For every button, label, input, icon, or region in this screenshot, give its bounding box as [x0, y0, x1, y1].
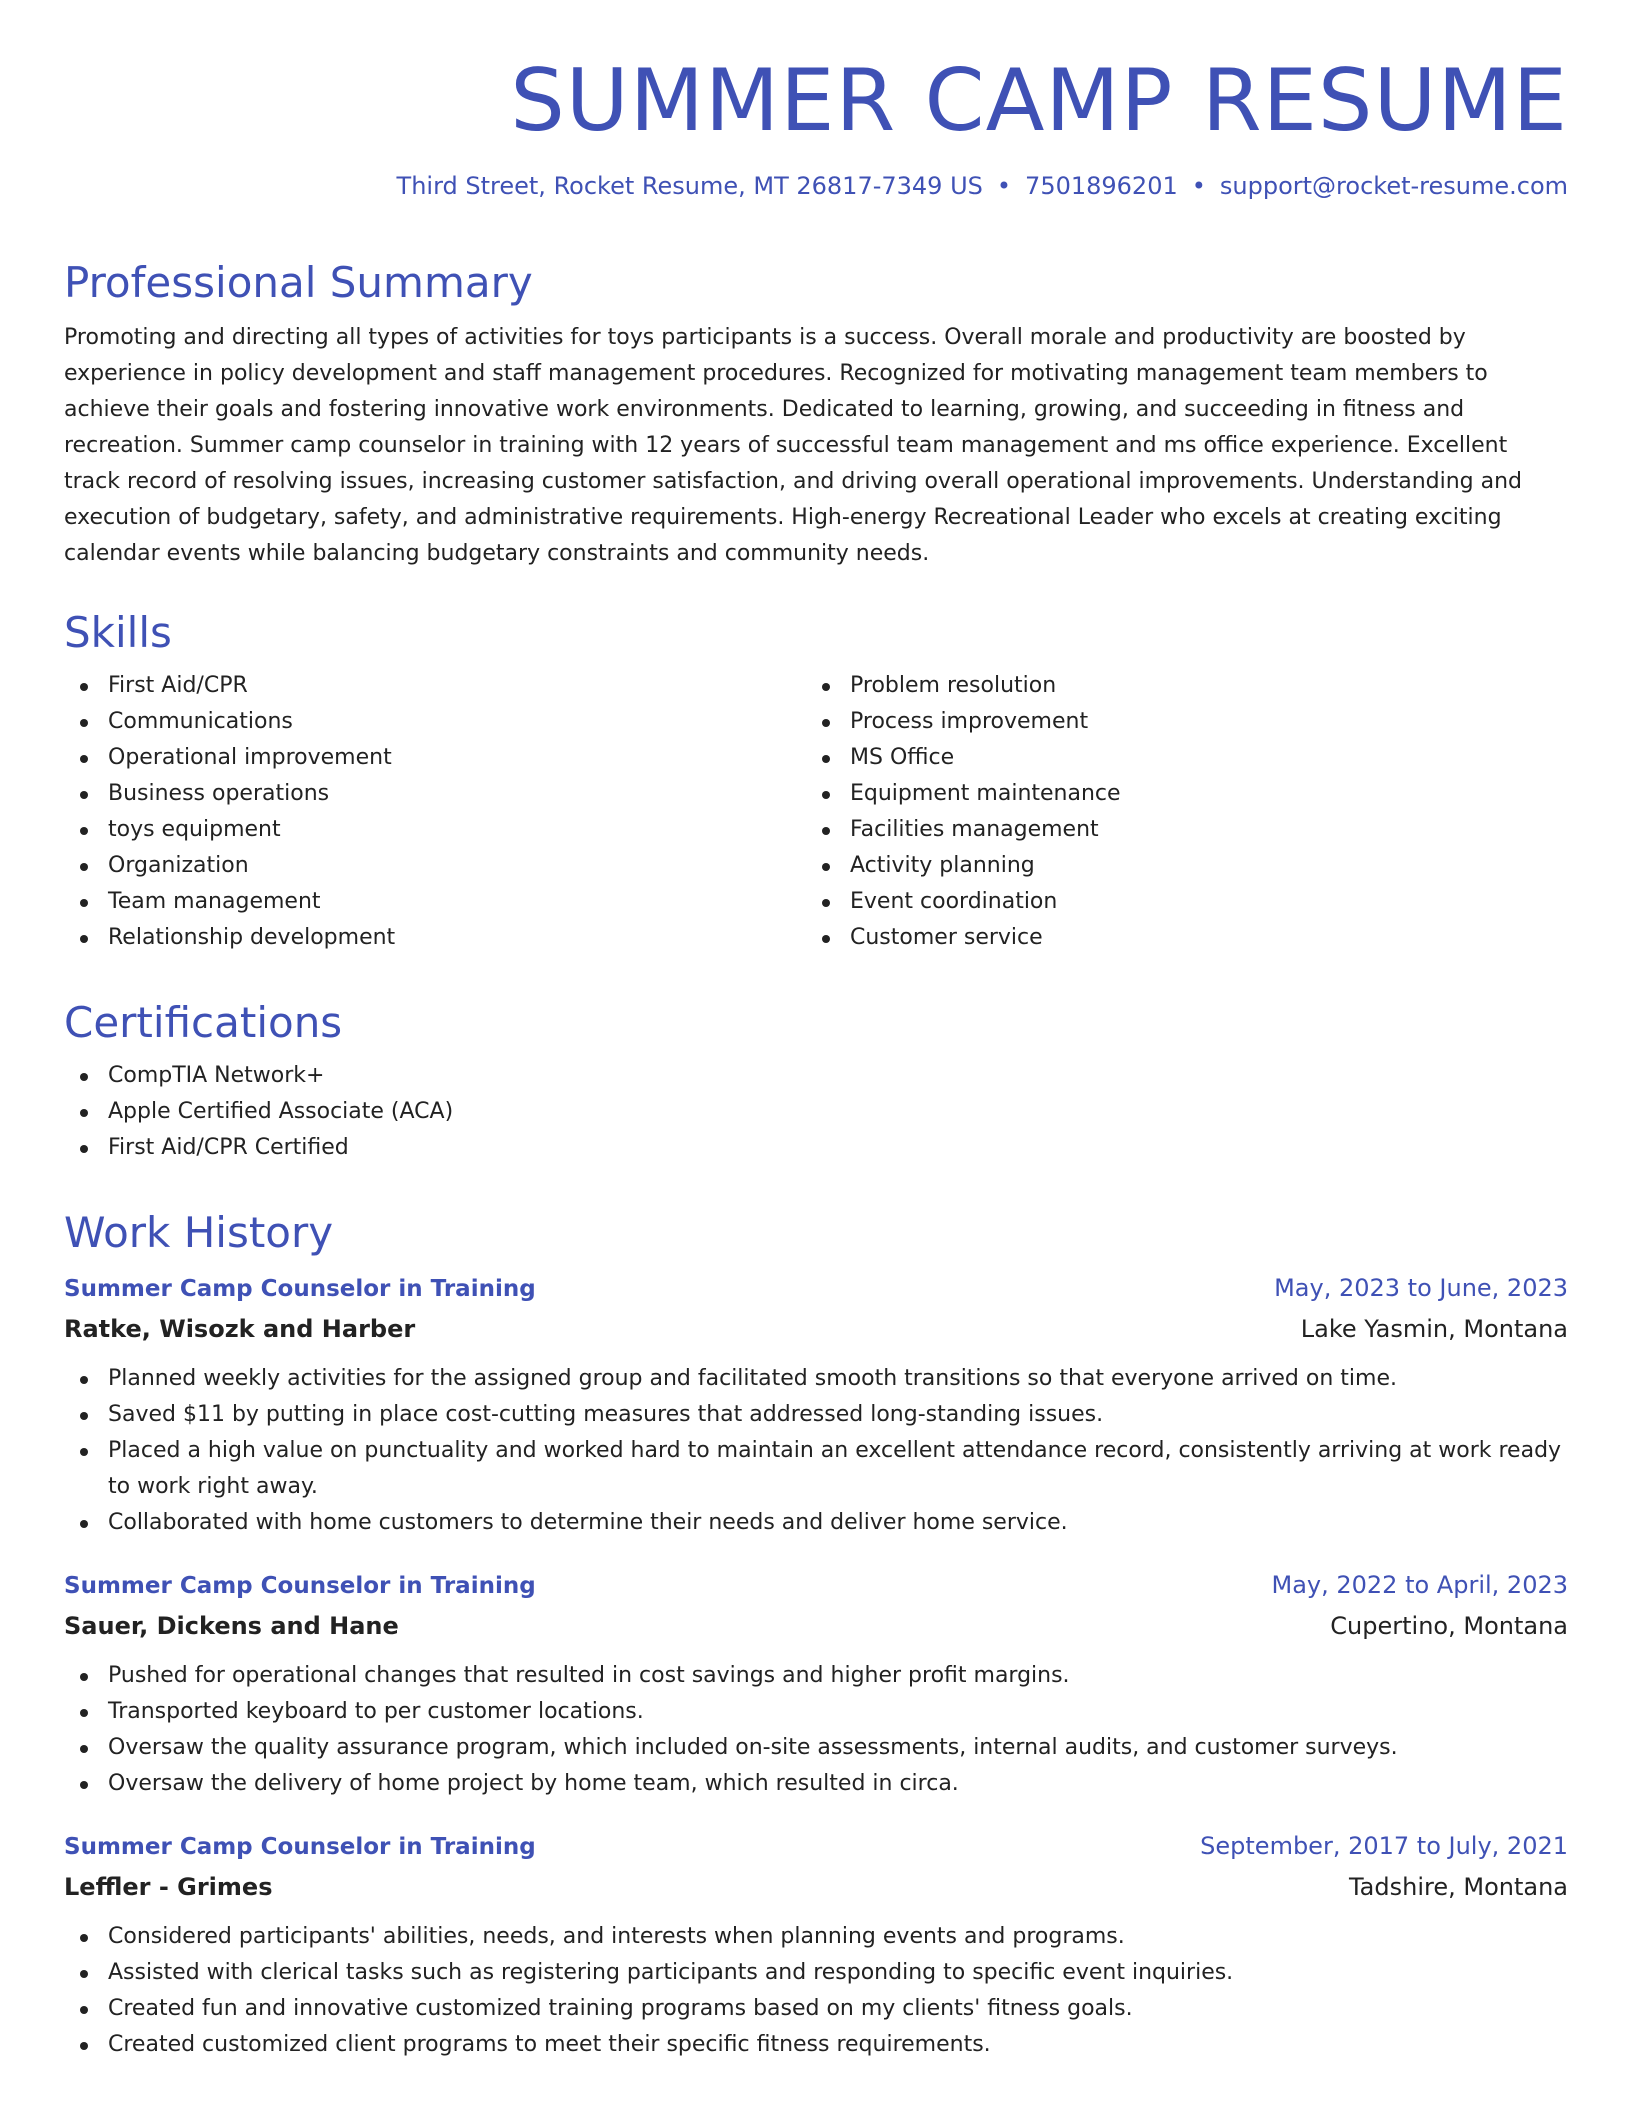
list-item: Oversaw the quality assurance program, which included on-site assessments, internal audits, and customer surveys.: [64, 1730, 1568, 1766]
summary-section: [64, 258, 1568, 572]
list-item: Saved $11 by putting in place cost-cutting measures that addressed long-standing issues.: [64, 1397, 1568, 1433]
job-location: Cupertino, Montana: [1330, 1612, 1568, 1641]
resume-page: [64, 0, 1568, 2058]
job-dates: May, 2023 to June, 2023: [1274, 1274, 1568, 1303]
job-entry: [64, 1268, 1568, 1541]
skills-title: Skills: [64, 608, 172, 657]
list-item: Event coordination: [806, 884, 1548, 920]
job-dates: May, 2022 to April, 2023: [1271, 1571, 1568, 1600]
job-dates: September, 2017 to July, 2021: [1200, 1832, 1568, 1861]
job-title: Summer Camp Counselor in Training: [64, 1573, 536, 1600]
job-entry: [64, 1565, 1568, 1802]
list-item: Business operations: [64, 776, 806, 812]
job-subheader: [64, 1309, 1568, 1349]
list-item: Organization: [64, 848, 806, 884]
list-item: Placed a high value on punctuality and worked hard to maintain an excellent attendance record, consistently arriving at work ready to work right away.: [64, 1433, 1568, 1505]
list-item: Problem resolution: [806, 668, 1548, 704]
list-item: Planned weekly activities for the assigned group and facilitated smooth transitions so that everyone arrived on time.: [64, 1361, 1568, 1397]
list-item: Pushed for operational changes that resulted in cost savings and higher profit margins.: [64, 1658, 1568, 1694]
job-bullets: [64, 1658, 1568, 1802]
list-item: Created fun and innovative customized training programs based on my clients' fitness goals.: [64, 1991, 1568, 2027]
list-item: Customer service: [806, 920, 1548, 956]
job-company: Sauer, Dickens and Hane: [64, 1612, 399, 1641]
job-title: Summer Camp Counselor in Training: [64, 1834, 536, 1861]
certifications-title: Certifications: [64, 998, 343, 1047]
list-item: Communications: [64, 704, 806, 740]
list-item: Process improvement: [806, 704, 1548, 740]
work-history-section: [64, 1208, 1568, 2087]
jobs-list: [64, 1268, 1568, 2063]
resume-name: SUMMER CAMP RESUME: [510, 51, 1568, 151]
list-item: Oversaw the delivery of home project by home team, which resulted in circa.: [64, 1766, 1568, 1802]
contact-separator: •: [996, 172, 1012, 201]
job-subheader: [64, 1606, 1568, 1646]
certifications-section: [64, 998, 1568, 1166]
list-item: Assisted with clerical tasks such as registering participants and responding to specific event inquiries.: [64, 1955, 1568, 1991]
summary-title: Professional Summary: [64, 258, 533, 307]
contact-separator: •: [1191, 172, 1206, 201]
job-bullets: [64, 1361, 1568, 1541]
list-item: Transported keyboard to per customer locations.: [64, 1694, 1568, 1730]
list-item: Relationship development: [64, 920, 806, 956]
list-item: MS Office: [806, 740, 1548, 776]
skills-left-list: [64, 668, 806, 956]
list-item: First Aid/CPR: [64, 668, 806, 704]
job-subheader: [64, 1867, 1568, 1907]
job-company: Ratke, Wisozk and Harber: [64, 1315, 416, 1344]
list-item: Activity planning: [806, 848, 1548, 884]
job-location: Lake Yasmin, Montana: [1300, 1315, 1568, 1344]
job-location: Tadshire, Montana: [1348, 1873, 1568, 1902]
list-item: Operational improvement: [64, 740, 806, 776]
certifications-list: [64, 1058, 1568, 1166]
list-item: Apple Certified Associate (ACA): [64, 1094, 1568, 1130]
list-item: Facilities management: [806, 812, 1548, 848]
list-item: CompTIA Network+: [64, 1058, 1568, 1094]
job-header: [64, 1565, 1568, 1606]
list-item: Team management: [64, 884, 806, 920]
skills-grid: [64, 668, 1568, 956]
summary-text: Promoting and directing all types of activities for toys participants is a success. Overall morale and productivity are boosted by experience in policy development and staff management procedures. Recognized for motivating management team members to achieve their goals and fostering innovative work environments. Dedicated to learning, growing, and succeeding in fitness and recreation. Summer camp counselor in training with 12 years of successful team management and ms office experience. Excellent track record of resolving issues, increasing customer satisfaction, and driving overall operational improvements. Understanding and execution of budgetary, safety, and administrative requirements. High-energy Recreational Leader who excels at creating exciting calendar events while balancing budgetary constraints and community needs.: [64, 325, 1523, 567]
job-header: [64, 1826, 1568, 1867]
work-history-title: Work History: [64, 1208, 334, 1257]
job-header: [64, 1268, 1568, 1309]
list-item: Considered participants' abilities, needs, and interests when planning events and programs.: [64, 1919, 1568, 1955]
contact-email: support@rocket-resume.com: [1219, 172, 1568, 201]
contact-phone: 7501896201: [1025, 172, 1178, 201]
list-item: Collaborated with home customers to determine their needs and deliver home service.: [64, 1505, 1568, 1541]
skills-section: [64, 608, 1568, 956]
contact-address: Third Street, Rocket Resume, MT 26817-7349 US: [396, 172, 983, 201]
list-item: toys equipment: [64, 812, 806, 848]
job-title: Summer Camp Counselor in Training: [64, 1276, 536, 1303]
job-bullets: [64, 1919, 1568, 2063]
skills-right-list: [806, 668, 1548, 956]
list-item: Created customized client programs to meet their specific fitness requirements.: [64, 2027, 1568, 2063]
list-item: First Aid/CPR Certified: [64, 1130, 1568, 1166]
contact-line: [64, 171, 1568, 202]
job-company: Leffler - Grimes: [64, 1873, 273, 1902]
job-entry: [64, 1826, 1568, 2063]
list-item: Equipment maintenance: [806, 776, 1548, 812]
